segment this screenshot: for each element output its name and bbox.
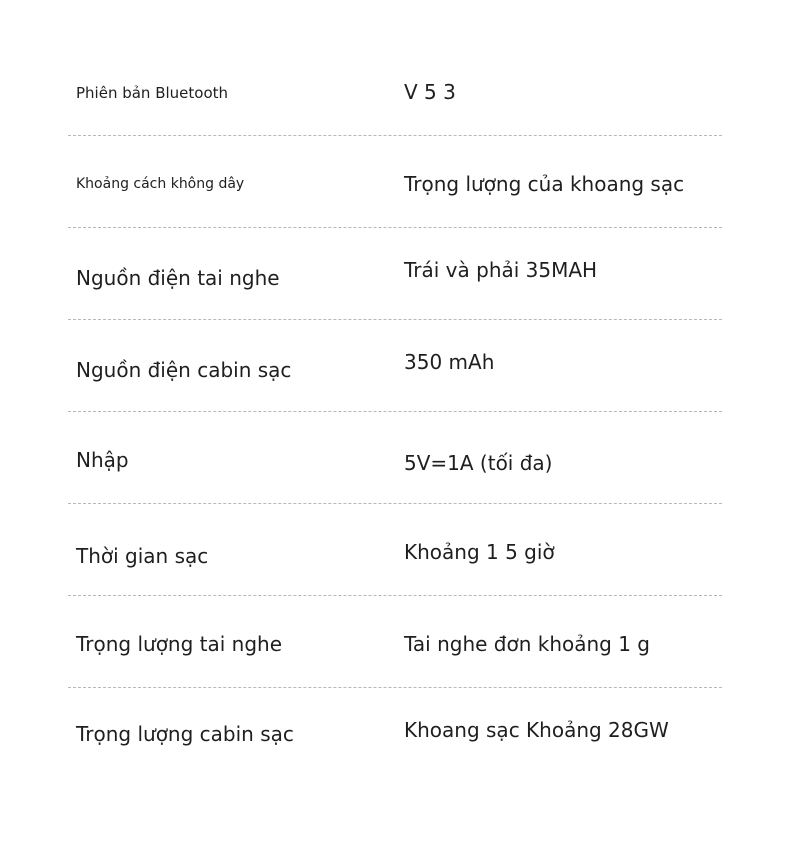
spec-label: Nguồn điện cabin sạc bbox=[76, 358, 292, 382]
spec-value: Trọng lượng của khoang sạc bbox=[404, 172, 685, 196]
spec-row-charging-case-weight bbox=[68, 688, 722, 780]
spec-row-earphone-weight bbox=[68, 596, 722, 688]
spec-value: Khoang sạc Khoảng 28GW bbox=[404, 718, 669, 742]
spec-value: Trái và phải 35MAH bbox=[404, 258, 598, 282]
spec-value: Khoảng 1 5 giờ bbox=[404, 540, 555, 564]
spec-label: Thời gian sạc bbox=[76, 544, 209, 568]
spec-label: Nhập bbox=[76, 448, 129, 472]
spec-row-earphone-power bbox=[68, 228, 722, 320]
spec-value: 350 mAh bbox=[404, 350, 495, 374]
spec-value: Tai nghe đơn khoảng 1 g bbox=[404, 632, 651, 656]
spec-row-charging-time bbox=[68, 504, 722, 596]
spec-value: 5V=1A (tối đa) bbox=[404, 451, 553, 475]
spec-label: Trọng lượng tai nghe bbox=[76, 632, 283, 656]
spec-table bbox=[68, 44, 722, 780]
spec-label: Nguồn điện tai nghe bbox=[76, 266, 280, 290]
spec-value: V 5 3 bbox=[404, 80, 456, 104]
spec-row-input bbox=[68, 412, 722, 504]
spec-row-charging-case-power bbox=[68, 320, 722, 412]
spec-row-wireless-distance bbox=[68, 136, 722, 228]
spec-label: Trọng lượng cabin sạc bbox=[76, 722, 294, 746]
spec-label: Khoảng cách không dây bbox=[76, 176, 245, 192]
spec-label: Phiên bản Bluetooth bbox=[76, 84, 229, 102]
spec-row-bluetooth-version bbox=[68, 44, 722, 136]
